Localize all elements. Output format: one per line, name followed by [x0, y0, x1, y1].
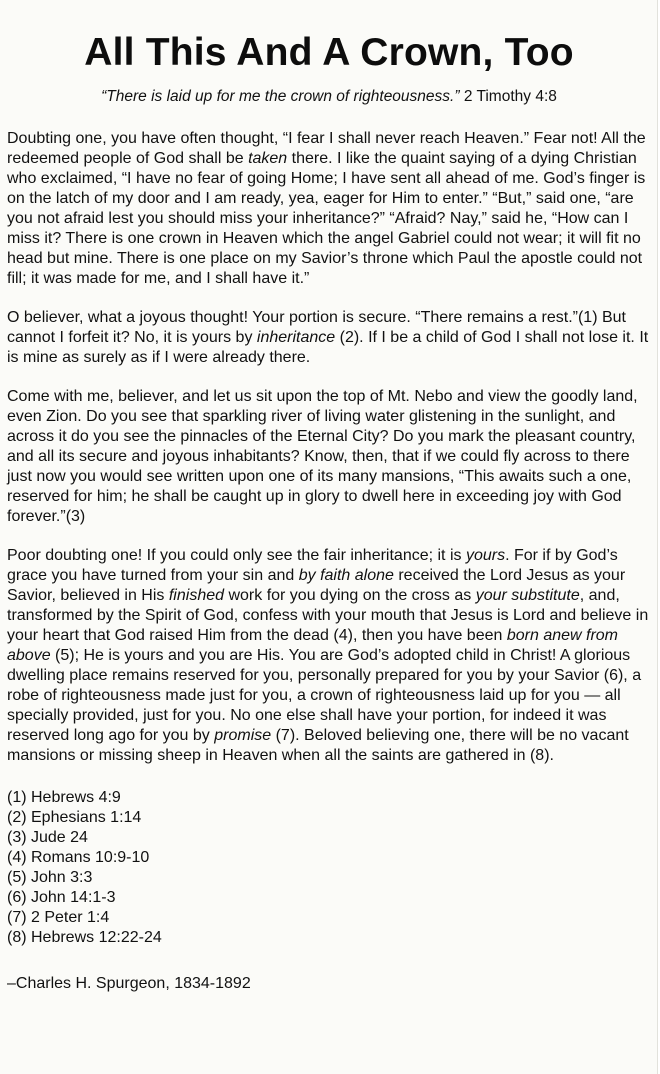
emphasis-text: born anew from above: [7, 627, 619, 664]
reference-item: (7) 2 Peter 1:4: [7, 909, 110, 926]
reference-item: (8) Hebrews 12:22-24: [7, 929, 162, 946]
emphasis-text: yours: [465, 547, 506, 564]
reference-item: (3) Jude 24: [7, 829, 88, 846]
epigraph-quote: “There is laid up for me the crown of righteousness.”: [101, 88, 460, 105]
attribution: –Charles H. Spurgeon, 1834-1892: [7, 975, 251, 992]
emphasis-text: finished: [168, 587, 225, 604]
page-title: All This And A Crown, Too: [84, 31, 574, 74]
emphasis-text: taken: [248, 150, 288, 167]
emphasis-text: your substitute: [475, 587, 580, 604]
paragraph: [7, 387, 651, 527]
paragraph: [7, 546, 651, 766]
text-run: work for you dying on the cross as: [224, 587, 476, 604]
text-run: . For if by God’s grace you have turned from your sin and: [7, 547, 618, 584]
text-run: Come with me, believer, and let us sit upon the top of Mt. Nebo and view the goodly land, even Zion. Do you see that sparkling river of living water glistening in the sunlight, and across it do you see the pinnacles of the Eternal City? Do you mark the pleasant country, and all its secure and joyous inhabitants? Know, then, that if we could fly across to there just now you would see written upon one of its many mansions, “This awaits such a one, reserved for him; he shall be caught up in glory to dwell here in exceeding joy with God forever.”(3): [7, 388, 638, 525]
reference-item: (2) Ephesians 1:14: [7, 809, 142, 826]
epigraph: [7, 87, 651, 107]
text-run: (2). If I be a child of God I shall not lose it. It is mine as surely as if I were already there.: [7, 329, 649, 366]
paragraph: [7, 308, 651, 368]
reference-item: (1) Hebrews 4:9: [7, 789, 121, 806]
references-list: [7, 788, 651, 948]
paragraph: [7, 129, 651, 289]
reference-item: (5) John 3:3: [7, 869, 93, 886]
body-text: [7, 129, 651, 766]
text-run: (5); He is yours and you are His. You are God’s adopted child in Christ! A glorious dwelling place remains reserved for you, personally prepared for you by your Savior (6), a robe of righteousness made just for you, a crown of righteousness laid up for you — all specially provided, just for you. No one else shall have your portion, for indeed it was reserved long ago for you by: [7, 647, 642, 744]
reference-item: (6) John 14:1-3: [7, 889, 116, 906]
text-run: Poor doubting one! If you could only see the fair inheritance; it is: [7, 547, 466, 564]
emphasis-text: by faith alone: [298, 567, 394, 584]
epigraph-reference: 2 Timothy 4:8: [463, 88, 557, 105]
emphasis-text: promise: [214, 727, 272, 744]
text-run: (7). Beloved believing one, there will be no vacant mansions or missing sheep in Heaven when all the saints are gathered in (8).: [7, 727, 629, 764]
text-run: O believer, what a joyous thought! Your portion is secure. “There remains a rest.”(1) But cannot I forfeit it? No, it is yours by: [7, 309, 626, 346]
emphasis-text: inheritance: [256, 329, 336, 346]
text-run: received the Lord Jesus as your Savior, believed in His: [7, 567, 626, 604]
text-run: there. I like the quaint saying of a dying Christian who exclaimed, “I have no fear of going Home; I have sent all ahead of me. God’s finger is on the latch of my door and I am ready, yea, eager for Him to enter.” “But,” said one, “are you not afraid lest you should miss your inheritance?” “Afraid? Nay,” said he, “How can I miss it? There is one crown in Heaven which the angel Gabriel could not wear; it will fit no head but mine. There is one place on my Savior’s throne which Paul the apostle could not fill; it was made for me, and I shall have it.”: [7, 150, 646, 287]
text-run: , and, transformed by the Spirit of God, confess with your mouth that Jesus is Lord and believe in your heart that God raised Him from the dead (4), then you have been: [7, 587, 649, 644]
text-run: Doubting one, you have often thought, “I fear I shall never reach Heaven.” Fear not! All the redeemed people of God shall be: [7, 130, 646, 167]
reference-item: (4) Romans 10:9-10: [7, 849, 150, 866]
